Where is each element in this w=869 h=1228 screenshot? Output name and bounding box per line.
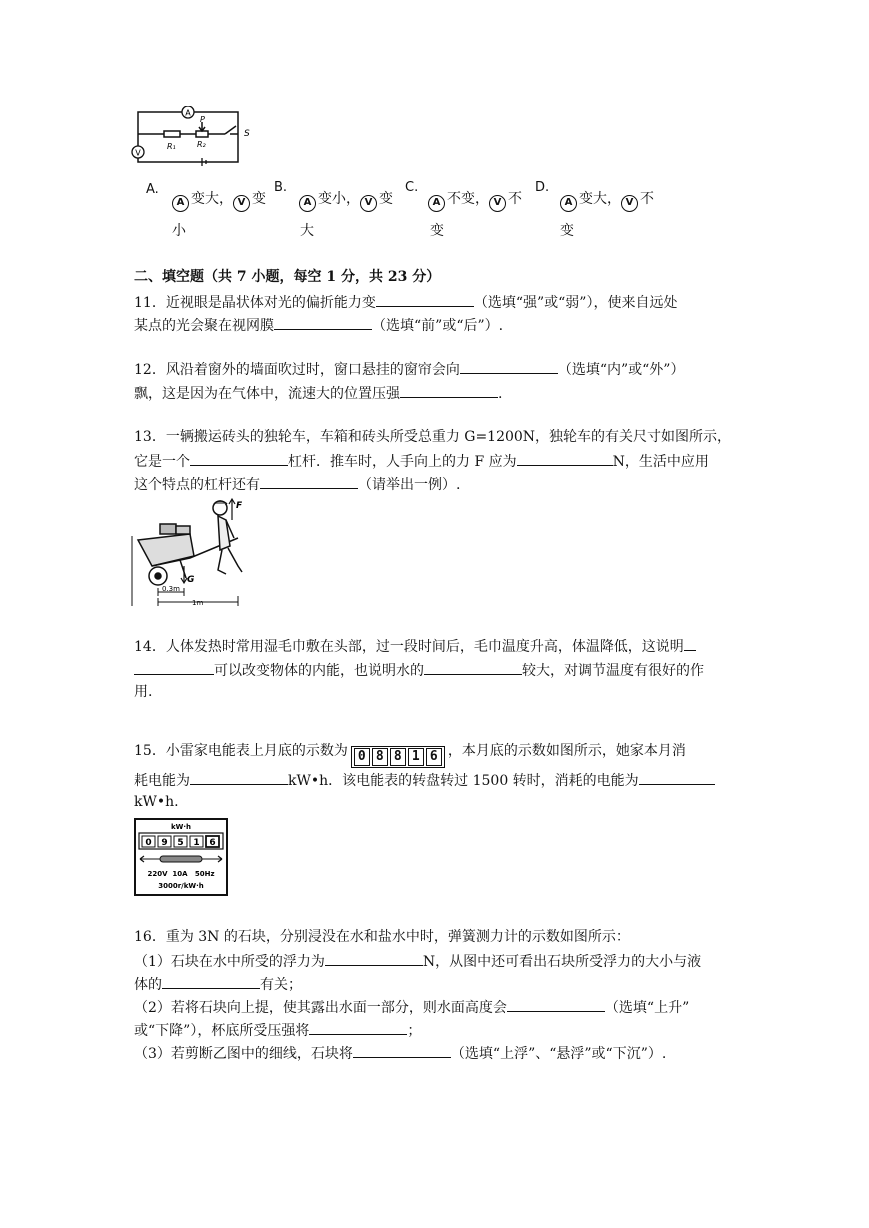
q10-option-a-wrap: 小 [172, 223, 186, 239]
q11-line2: 某点的光会聚在视网膜 （选填“前”或“后”）. [134, 315, 503, 335]
force-f-label: F [236, 501, 243, 511]
q13-line2: 它是一个 杠杆．推车时，人手向上的力 F 应为 N，生活中应用 [134, 451, 709, 471]
dim-03m-label: 0.3m [162, 585, 180, 593]
q16-line4: （2）若将石块向上提，使其露出水面一部分，则水面高度会 （选填“上升” [134, 997, 689, 1017]
q13-line3: 这个特点的杠杆还有 （请举出一例）. [134, 474, 460, 494]
q14-line2: 可以改变物体的内能，也说明水的 较大，对调节温度有很好的作 [134, 660, 704, 680]
q16-blank-2[interactable] [162, 974, 260, 989]
q10-option-d-wrap: 变 [560, 223, 574, 239]
section-heading: 二、填空题（共 7 小题，每空 1 分，共 23 分） [134, 269, 441, 285]
q14-blank-1[interactable] [134, 660, 214, 675]
r1-label: R₁ [167, 142, 176, 151]
q10-option-a: A. [146, 182, 159, 197]
q10-option-c-wrap: 变 [430, 223, 444, 239]
q13-line1: 13．一辆搬运砖头的独轮车，车箱和砖头所受总重力 G=1200N，独轮车的有关尺寸如图所示， [134, 429, 732, 445]
q11-blank-2[interactable] [274, 315, 372, 330]
q14-blank-2[interactable] [424, 660, 522, 675]
q12-blank-2[interactable] [400, 383, 498, 398]
meter-digit: 0 [145, 838, 152, 848]
q15-line3: kW•h. [134, 794, 179, 810]
q14-blank-0[interactable] [684, 636, 696, 651]
electric-meter-figure [134, 818, 228, 896]
q14-line1: 14．人体发热时常用湿毛巾敷在头部，过一段时间后，毛巾温度升高，体温降低，这说明 [134, 636, 696, 656]
q15-blank-2[interactable] [639, 770, 715, 785]
wheelbarrow-figure [130, 496, 255, 608]
prev-meter-reading: 0 8 8 1 6 [351, 746, 445, 768]
q13-blank-2[interactable] [517, 451, 613, 466]
meter-digit: 5 [177, 838, 184, 848]
ammeter-icon: A [560, 195, 577, 212]
q16-line6: （3）若剪断乙图中的细线，石块将 （选填“上浮”、“悬浮”或“下沉”）. [134, 1043, 666, 1063]
ammeter-icon: A [299, 195, 316, 212]
voltmeter-icon: V [621, 195, 638, 212]
q13-blank-3[interactable] [260, 474, 358, 489]
q12-blank-1[interactable] [460, 359, 558, 374]
q10-option-d-text: A 变大， V 不 [560, 190, 654, 212]
q16-line3: 体的 有关； [134, 974, 302, 994]
s-label: S [244, 129, 250, 139]
q11-line1: 11．近视眼是晶状体对光的偏折能力变 （选填“强”或“弱”），使来自远处 [134, 292, 677, 312]
meter-digit: 1 [193, 838, 200, 848]
q16-line2: （1）石块在水中所受的浮力为 N，从图中还可看出石块所受浮力的大小与液 [134, 951, 701, 971]
q16-blank-5[interactable] [353, 1043, 451, 1058]
q11-blank-1[interactable] [376, 292, 474, 307]
q10-option-b-wrap: 大 [300, 223, 314, 239]
voltmeter-icon: V [489, 195, 506, 212]
gravity-g-label: G [187, 575, 195, 585]
q10-option-d: D. [535, 180, 550, 195]
q16-blank-1[interactable] [325, 951, 423, 966]
meter-digit: 6 [209, 838, 216, 848]
q13-blank-1[interactable] [190, 451, 288, 466]
q10-option-b-text: A 变小， V 变 [299, 190, 393, 212]
q10-option-c: C. [405, 180, 419, 195]
q10-option-b: B. [274, 180, 288, 195]
meter-digit: 9 [161, 838, 168, 848]
p-label: P [200, 115, 205, 124]
q10-option-c-text: A 不变， V 不 [428, 190, 522, 212]
circuit-diagram [130, 106, 250, 178]
voltmeter-icon: V [233, 195, 250, 212]
r2-label: R₂ [197, 140, 206, 149]
q12-line2: 飘，这是因为在气体中，流速大的位置压强 . [134, 383, 502, 403]
q15-blank-1[interactable] [190, 770, 288, 785]
q15-line2: 耗电能为 kW•h．该电能表的转盘转过 1500 转时，消耗的电能为 [134, 770, 715, 790]
meter-unit: kW·h [170, 823, 192, 831]
q16-line5: 或“下降”），杯底所受压强将 ； [134, 1020, 421, 1040]
q16-blank-4[interactable] [309, 1020, 407, 1035]
q15-line1: 15．小雷家电能表上月底的示数为 0 8 8 1 6 ，本月底的示数如图所示，她家本月消 [134, 742, 686, 768]
ammeter-label: A [185, 108, 191, 118]
meter-rate: 3000r/kW·h [158, 882, 204, 890]
dim-1m-label: 1m [192, 599, 204, 607]
q16-line1: 16．重为 3N 的石块，分别浸没在水和盐水中时，弹簧测力计的示数如图所示： [134, 929, 630, 945]
q12-line1: 12．风沿着窗外的墙面吹过时，窗口悬挂的窗帘会向 （选填“内”或“外”） [134, 359, 684, 379]
ammeter-icon: A [172, 195, 189, 212]
q10-option-a-text: A 变大， V 变 [172, 190, 266, 212]
q16-blank-3[interactable] [507, 997, 605, 1012]
voltmeter-icon: V [360, 195, 377, 212]
meter-spec: 220V 10A 50Hz [147, 870, 215, 878]
q14-line3: 用. [134, 684, 153, 700]
ammeter-icon: A [428, 195, 445, 212]
voltmeter-label: V [135, 148, 141, 158]
